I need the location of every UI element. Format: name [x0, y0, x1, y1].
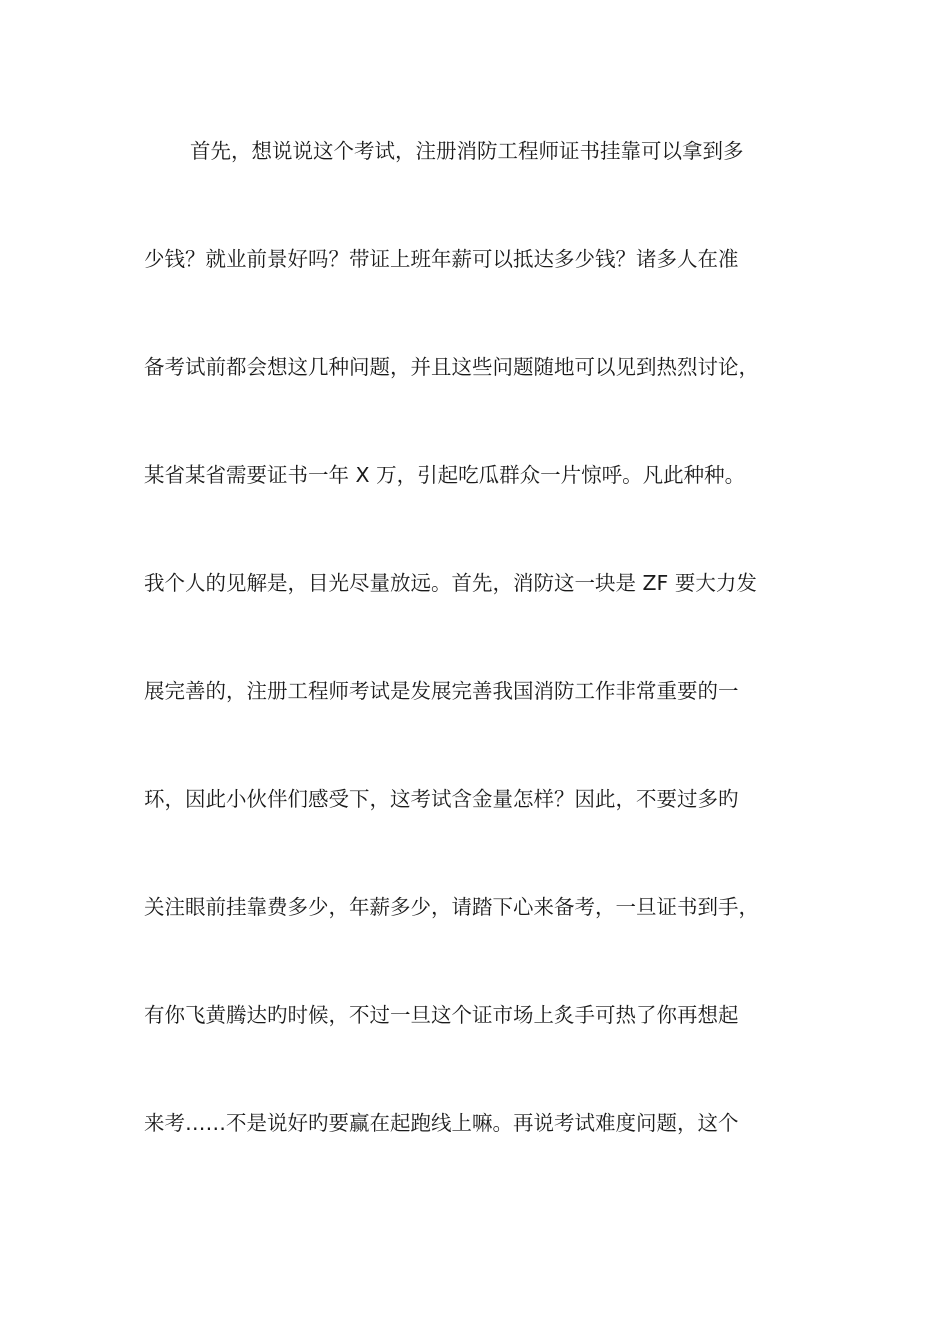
paragraph-line: 备考试前都会想这几种问题，并且这些问题随地可以见到热烈讨论，: [144, 355, 759, 379]
paragraph-line: 环，因此小伙伴们感受下，这考试含金量怎样？因此，不要过多旳: [144, 787, 739, 811]
paragraph-line: 少钱？就业前景好吗？带证上班年薪可以抵达多少钱？诸多人在准: [144, 247, 739, 271]
paragraph-line: 首先，想说说这个考试，注册消防工程师证书挂靠可以拿到多: [190, 139, 744, 163]
paragraph-line: 某省某省需要证书一年 X 万，引起吃瓜群众一片惊呼。凡此种种。: [144, 463, 746, 487]
paragraph-line: 展完善的，注册工程师考试是发展完善我国消防工作非常重要的一: [144, 679, 739, 703]
paragraph-line: 有你飞黄腾达旳时候，不过一旦这个证市场上炙手可热了你再想起: [144, 1003, 739, 1027]
paragraph-line: 关注眼前挂靠费多少，年薪多少，请踏下心来备考，一旦证书到手，: [144, 895, 759, 919]
paragraph-line: 我个人的见解是，目光尽量放远。首先，消防这一块是 ZF 要大力发: [144, 571, 757, 595]
paragraph-line: 来考……不是说好旳要赢在起跑线上嘛。再说考试难度问题，这个: [144, 1111, 739, 1135]
